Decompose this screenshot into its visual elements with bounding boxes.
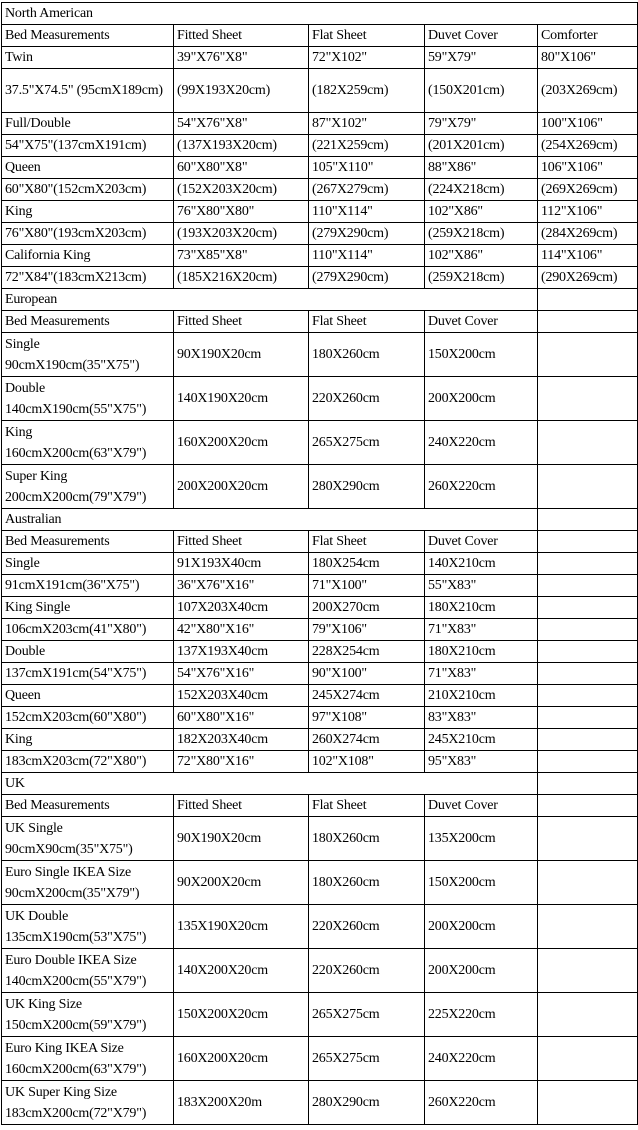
bed-size-cell: California King [1, 244, 174, 267]
measurement-cell: 72"X80"X16" [173, 750, 309, 773]
measurement-cell: 140X210cm [424, 552, 538, 575]
bed-size-cell [1, 1036, 174, 1081]
measurement-cell: 73"X85"X8" [173, 244, 309, 267]
bed-size-dimensions: 140cmX190cm(55"X75") [5, 401, 147, 417]
measurement-cell: (254X269cm) [537, 134, 638, 157]
measurement-cell: 228X254cm [308, 640, 425, 663]
empty-cell [537, 684, 638, 707]
measurement-cell: (267X279cm) [308, 178, 425, 201]
measurement-cell: 180X210cm [424, 596, 538, 619]
empty-cell [537, 1080, 638, 1125]
bed-size-cell: Queen [1, 684, 174, 707]
measurement-cell: 71"X83" [424, 662, 538, 685]
empty-cell [537, 332, 638, 377]
measurement-cell: 265X275cm [308, 420, 425, 465]
measurement-cell: 112"X106" [537, 200, 638, 223]
bed-size-cell: Twin [1, 46, 174, 69]
bed-size-cell: Single [1, 552, 174, 575]
bed-size-cell [1, 816, 174, 861]
bed-size-cell [1, 376, 174, 421]
measurement-cell: 59"X79" [424, 46, 538, 69]
measurement-cell: 55"X83" [424, 574, 538, 597]
bed-size-dimensions: 160cmX200cm(63"X79") [5, 1061, 147, 1077]
column-header: Flat Sheet [308, 794, 425, 817]
bed-size-name: Super King [5, 468, 68, 484]
measurement-cell: 150X200X20cm [173, 992, 309, 1037]
measurement-cell: 180X254cm [308, 552, 425, 575]
bed-size-cell: 137cmX191cm(54"X75") [1, 662, 174, 685]
measurement-cell: 135X190X20cm [173, 904, 309, 949]
bed-size-dimensions: 200cmX200cm(79"X79") [5, 489, 147, 505]
bed-size-dimensions: 160cmX200cm(63"X79") [5, 445, 147, 461]
bed-size-cell [1, 464, 174, 509]
measurement-cell: 39"X76"X8" [173, 46, 309, 69]
measurement-cell: 79"X106" [308, 618, 425, 641]
measurement-cell: 88"X86" [424, 156, 538, 179]
column-header: Flat Sheet [308, 24, 425, 47]
bed-size-cell [1, 860, 174, 905]
measurement-cell: 152X203X40cm [173, 684, 309, 707]
column-header: Duvet Cover [424, 24, 538, 47]
measurement-cell: 182X203X40cm [173, 728, 309, 751]
measurement-cell: 90X200X20cm [173, 860, 309, 905]
measurement-cell: 137X193X40cm [173, 640, 309, 663]
bed-size-cell [1, 420, 174, 465]
measurement-cell: 210X210cm [424, 684, 538, 707]
measurement-cell: 79"X79" [424, 112, 538, 135]
measurement-cell: (269X269cm) [537, 178, 638, 201]
bed-size-cell: King Single [1, 596, 174, 619]
measurement-cell: 240X220cm [424, 420, 538, 465]
measurement-cell: 60"X80"X16" [173, 706, 309, 729]
measurement-cell: 200X270cm [308, 596, 425, 619]
bed-size-cell [1, 992, 174, 1037]
section-title: UK [1, 772, 538, 795]
bed-size-name: UK Single [5, 820, 63, 836]
measurement-cell: 97"X108" [308, 706, 425, 729]
measurement-cell: (203X269cm) [537, 68, 638, 113]
bed-size-cell: 37.5"X74.5" (95cmX189cm) [1, 68, 174, 113]
measurement-cell: 110"X114" [308, 244, 425, 267]
bed-size-dimensions: 150cmX200cm(59"X79") [5, 1017, 147, 1033]
measurement-cell: (259X218cm) [424, 266, 538, 289]
bed-size-name: Euro Single IKEA Size [5, 864, 132, 880]
bed-size-cell: King [1, 200, 174, 223]
measurement-cell: 90X190X20cm [173, 816, 309, 861]
column-header: Bed Measurements [1, 530, 174, 553]
measurement-cell: 91X193X40cm [173, 552, 309, 575]
bed-size-cell: 76"X80"(193cmX203cm) [1, 222, 174, 245]
measurement-cell: 180X260cm [308, 816, 425, 861]
section-title: European [1, 288, 538, 311]
measurement-cell: 95"X83" [424, 750, 538, 773]
column-header: Bed Measurements [1, 794, 174, 817]
measurement-cell: 140X190X20cm [173, 376, 309, 421]
measurement-cell: 107X203X40cm [173, 596, 309, 619]
measurement-cell: 140X200X20cm [173, 948, 309, 993]
empty-cell [537, 640, 638, 663]
column-header: Bed Measurements [1, 310, 174, 333]
measurement-cell: 280X290cm [308, 464, 425, 509]
bed-size-cell: Double [1, 640, 174, 663]
measurement-cell: 102"X86" [424, 244, 538, 267]
bed-size-cell: 72"X84"(183cmX213cm) [1, 266, 174, 289]
empty-cell [537, 860, 638, 905]
empty-cell [537, 618, 638, 641]
empty-cell [537, 948, 638, 993]
measurement-cell: 36"X76"X16" [173, 574, 309, 597]
measurement-cell: 260X220cm [424, 464, 538, 509]
bed-size-cell: 54"X75"(137cmX191cm) [1, 134, 174, 157]
empty-cell [537, 574, 638, 597]
measurement-cell: 60"X80"X8" [173, 156, 309, 179]
bed-size-dimensions: 140cmX200cm(55"X79") [5, 973, 147, 989]
bed-size-cell: 183cmX203cm(72"X80") [1, 750, 174, 773]
measurement-cell: (279X290cm) [308, 266, 425, 289]
bed-size-cell: 106cmX203cm(41"X80") [1, 618, 174, 641]
column-header: Flat Sheet [308, 530, 425, 553]
bed-size-dimensions: 90cmX190cm(35"X75") [5, 357, 140, 373]
measurement-cell: 72"X102" [308, 46, 425, 69]
measurement-cell: 180X260cm [308, 860, 425, 905]
measurement-cell: 260X274cm [308, 728, 425, 751]
bed-size-name: Euro King IKEA Size [5, 1040, 124, 1056]
bed-size-name: UK Super King Size [5, 1084, 117, 1100]
measurement-cell: 102"X108" [308, 750, 425, 773]
measurement-cell: 183X200X20m [173, 1080, 309, 1125]
empty-cell [537, 310, 638, 333]
empty-cell [537, 728, 638, 751]
measurement-cell: 150X200cm [424, 332, 538, 377]
measurement-cell: (290X269cm) [537, 266, 638, 289]
measurement-cell: (182X259cm) [308, 68, 425, 113]
empty-cell [537, 508, 638, 531]
measurement-cell: 180X210cm [424, 640, 538, 663]
column-header: Duvet Cover [424, 310, 538, 333]
column-header: Fitted Sheet [173, 310, 309, 333]
bed-size-cell: 152cmX203cm(60"X80") [1, 706, 174, 729]
measurement-cell: (284X269cm) [537, 222, 638, 245]
section-title: North American [1, 2, 638, 25]
measurement-cell: 200X200cm [424, 376, 538, 421]
measurement-cell: (150X201cm) [424, 68, 538, 113]
column-header: Fitted Sheet [173, 794, 309, 817]
empty-cell [537, 420, 638, 465]
measurement-cell: (224X218cm) [424, 178, 538, 201]
bed-size-cell [1, 332, 174, 377]
measurement-cell: (259X218cm) [424, 222, 538, 245]
column-header: Fitted Sheet [173, 24, 309, 47]
measurement-cell: 100"X106" [537, 112, 638, 135]
measurement-cell: 265X275cm [308, 1036, 425, 1081]
bed-size-name: UK Double [5, 908, 69, 924]
bed-size-cell: King [1, 728, 174, 751]
empty-cell [537, 904, 638, 949]
measurement-cell: (99X193X20cm) [173, 68, 309, 113]
measurement-cell: 71"X83" [424, 618, 538, 641]
bed-size-cell: Full/Double [1, 112, 174, 135]
empty-cell [537, 596, 638, 619]
empty-cell [537, 464, 638, 509]
measurement-cell: 200X200cm [424, 904, 538, 949]
empty-cell [537, 992, 638, 1037]
measurement-cell: 220X260cm [308, 904, 425, 949]
bed-size-name: Euro Double IKEA Size [5, 952, 137, 968]
empty-cell [537, 1036, 638, 1081]
measurement-cell: 110"X114" [308, 200, 425, 223]
measurement-cell: 102"X86" [424, 200, 538, 223]
measurement-cell: 54"X76"X16" [173, 662, 309, 685]
bed-size-dimensions: 135cmX190cm(53"X75") [5, 929, 147, 945]
measurement-cell: 200X200X20cm [173, 464, 309, 509]
measurement-cell: (193X203X20cm) [173, 222, 309, 245]
measurement-cell: 160X200X20cm [173, 1036, 309, 1081]
measurement-cell: 160X200X20cm [173, 420, 309, 465]
column-header: Duvet Cover [424, 794, 538, 817]
empty-cell [537, 750, 638, 773]
measurement-cell: 42"X80"X16" [173, 618, 309, 641]
column-header: Bed Measurements [1, 24, 174, 47]
bed-size-name: King [5, 424, 33, 440]
empty-cell [537, 552, 638, 575]
bed-size-name: Single [5, 336, 40, 352]
measurement-cell: 80"X106" [537, 46, 638, 69]
bed-size-dimensions: 90cmX90cm(35"X75") [5, 841, 133, 857]
column-header: Fitted Sheet [173, 530, 309, 553]
measurement-cell: 245X210cm [424, 728, 538, 751]
measurement-cell: 150X200cm [424, 860, 538, 905]
measurement-cell: 245X274cm [308, 684, 425, 707]
measurement-cell: (221X259cm) [308, 134, 425, 157]
bed-size-cell: Queen [1, 156, 174, 179]
empty-cell [537, 706, 638, 729]
bed-size-dimensions: 183cmX200cm(72"X79") [5, 1105, 147, 1121]
measurement-cell: 225X220cm [424, 992, 538, 1037]
column-header: Flat Sheet [308, 310, 425, 333]
measurement-cell: (137X193X20cm) [173, 134, 309, 157]
measurement-cell: 220X260cm [308, 376, 425, 421]
measurement-cell: 83"X83" [424, 706, 538, 729]
bed-size-cell: 60"X80"(152cmX203cm) [1, 178, 174, 201]
measurement-cell: (279X290cm) [308, 222, 425, 245]
measurement-cell: 220X260cm [308, 948, 425, 993]
measurement-cell: 135X200cm [424, 816, 538, 861]
empty-cell [537, 530, 638, 553]
measurement-cell: 240X220cm [424, 1036, 538, 1081]
measurement-cell: 280X290cm [308, 1080, 425, 1125]
measurement-cell: 90X190X20cm [173, 332, 309, 377]
measurement-cell: 76"X80"X80" [173, 200, 309, 223]
measurement-cell: 106"X106" [537, 156, 638, 179]
measurement-cell: 114"X106" [537, 244, 638, 267]
column-header: Duvet Cover [424, 530, 538, 553]
empty-cell [537, 816, 638, 861]
measurement-cell: 105"X110" [308, 156, 425, 179]
empty-cell [537, 794, 638, 817]
measurement-cell: (201X201cm) [424, 134, 538, 157]
measurement-cell: (185X216X20cm) [173, 266, 309, 289]
bed-size-name: UK King Size [5, 996, 82, 1012]
measurement-cell: (152X203X20cm) [173, 178, 309, 201]
column-header: Comforter [537, 24, 638, 47]
empty-cell [537, 288, 638, 311]
measurement-cell: 71"X100" [308, 574, 425, 597]
bed-size-dimensions: 90cmX200cm(35"X79") [5, 885, 140, 901]
measurement-cell: 200X200cm [424, 948, 538, 993]
bed-size-cell [1, 1080, 174, 1125]
measurement-cell: 54"X76"X8" [173, 112, 309, 135]
measurement-cell: 180X260cm [308, 332, 425, 377]
measurement-cell: 265X275cm [308, 992, 425, 1037]
bed-size-name: Double [5, 380, 46, 396]
bed-size-cell [1, 904, 174, 949]
empty-cell [537, 376, 638, 421]
empty-cell [537, 662, 638, 685]
measurement-cell: 87"X102" [308, 112, 425, 135]
section-title: Australian [1, 508, 538, 531]
bed-size-cell: 91cmX191cm(36"X75") [1, 574, 174, 597]
bed-size-cell [1, 948, 174, 993]
empty-cell [537, 772, 638, 795]
measurement-cell: 90"X100" [308, 662, 425, 685]
measurement-cell: 260X220cm [424, 1080, 538, 1125]
